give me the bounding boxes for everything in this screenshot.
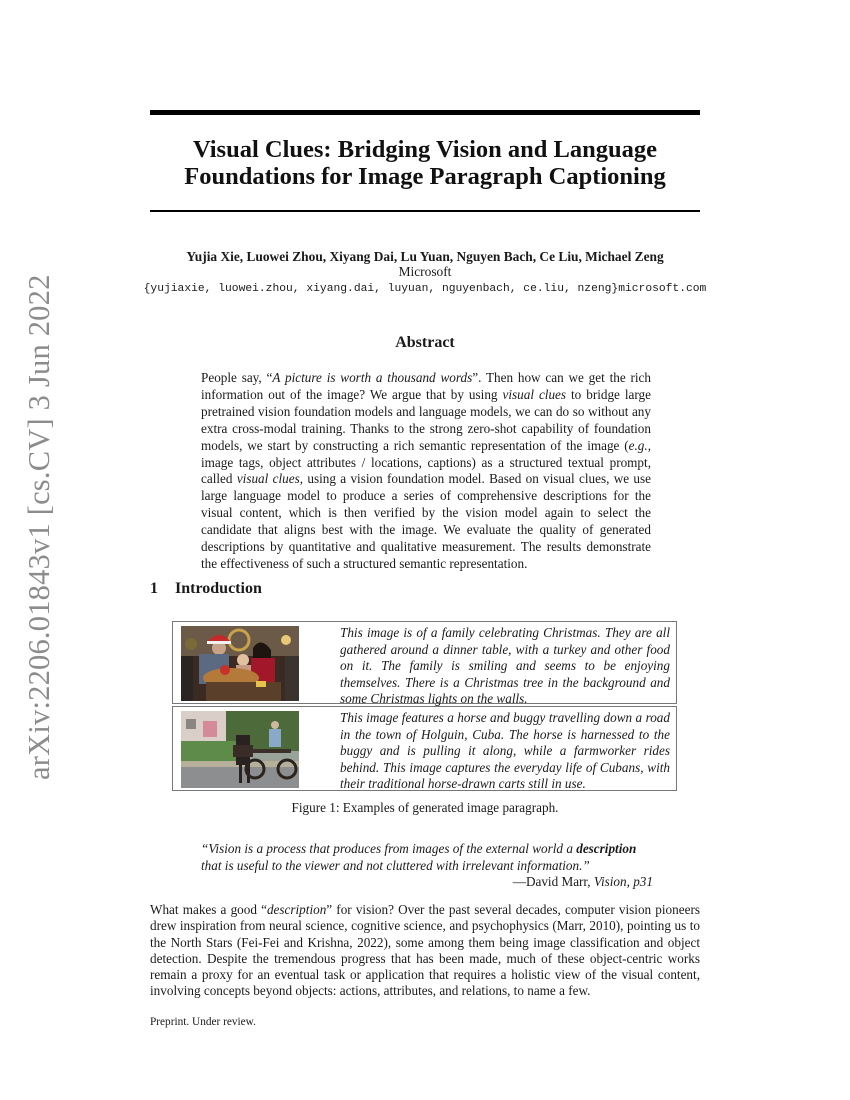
- quote-text: [201, 841, 653, 874]
- figure-example-christmas: [172, 621, 677, 707]
- author-list: Yujia Xie, Luowei Zhou, Xiyang Dai, Lu Yuan, Nguyen Bach, Ce Liu, Michael Zeng: [186, 249, 664, 264]
- title-top-rule: [150, 110, 700, 115]
- title-bottom-rule: [150, 210, 700, 212]
- horse-buggy-image: [181, 711, 299, 786]
- text-run: What makes a good “: [150, 902, 267, 917]
- section-heading-introduction: [150, 580, 262, 598]
- figure-caption: Figure 1: Examples of generated image paragraph.: [291, 800, 559, 815]
- emphasized-text: A picture is worth a thousand words: [272, 370, 473, 385]
- christmas-generated-paragraph: This image is of a family celebrating Christmas. They are all gathered around a dinner table, with a turkey and other food on it. The family is smiling and seems to be enjoying themselves. There is a Christmas tree in the background and some Christmas lights on the walls.: [340, 625, 670, 707]
- abstract-heading: Abstract: [395, 334, 455, 351]
- text-run: , image tags, object attributes / locations, captions) as a structured textual prompt, called: [201, 437, 651, 487]
- emphasized-text: visual clues: [236, 471, 300, 487]
- title-line-1: Visual Clues: Bridging Vision and Language: [192, 136, 658, 163]
- quote-open: “Vision is a process that produces from images of the external world a: [201, 841, 577, 856]
- section-title: Introduction: [175, 580, 262, 597]
- emphasized-text: description: [266, 902, 327, 917]
- paper-title: [150, 136, 700, 190]
- quote-attribution: [201, 874, 653, 891]
- quote-close: that is useful to the viewer and not cluttered with irrelevant information.”: [201, 857, 590, 873]
- text-run: ” for vision? Over the past several decades, computer vision pioneers drew inspiration from neural science, cognitive science, and psychophysics (Marr, 2010), pointing us to the North Stars (Fei-Fei and Krishna, 2022), some among them being image classification and object detection. Despite the tremendous progress that has been made, much of these object-centric works remain a proxy for an eventual task or application that requires a holistic view of the visual content, involving concepts beyond objects: actions, attributes, and relations, to name a few.: [150, 902, 700, 999]
- emphasized-text: e.g.: [628, 437, 648, 453]
- figure-example-horse-buggy: [172, 706, 677, 791]
- section-number: 1: [150, 580, 158, 597]
- text-run: ”. Then how can we get the rich information out of the image? We argue that by using: [201, 370, 652, 402]
- horse-buggy-generated-paragraph: This image features a horse and buggy travelling down a road in the town of Holguin, Cuba. The horse is harnessed to the buggy and is pulling it along, while a farmworker rides behind. This image captures the everyday life of Cubans, with their traditional horse-drawn carts still in use.: [340, 710, 670, 792]
- author-emails: {yujiaxie, luowei.zhou, xiyang.dai, luyuan, nguyenbach, ce.liu, nzeng}microsoft.com: [143, 283, 707, 295]
- preprint-footer: Preprint. Under review.: [150, 1016, 256, 1028]
- title-line-2: Foundations for Image Paragraph Captioning: [184, 163, 666, 190]
- affiliation: Microsoft: [398, 264, 452, 279]
- introduction-paragraph: [150, 902, 700, 1000]
- text-run: to bridge large pretrained vision foundation models and language models, we can do so without any extra cross-modal training. Thanks to the strong zero-shot capability of foundation models, we start by constructing a rich semantic representation of the image (: [201, 386, 651, 453]
- christmas-family-image: [181, 626, 299, 701]
- abstract-body: [201, 370, 651, 573]
- text-run: People say, “: [201, 370, 273, 385]
- quote-author: —David Marr,: [512, 874, 594, 889]
- quote-emphasis: description: [576, 841, 637, 856]
- epigraph-quote: [201, 841, 653, 891]
- emphasized-text: visual clues: [502, 386, 567, 402]
- arxiv-identifier-stamp: arXiv:2206.01843v1 [cs.CV] 3 Jun 2022: [22, 274, 56, 780]
- quote-source: Vision, p31: [593, 874, 653, 889]
- text-run: , using a vision foundation model. Based on visual clues, we use large language model to produce a series of comprehensive descriptions for the visual content, which is then verified by the vision model again to select the candidate that aligns best with the image. We evaluate the quality of generated descriptions by quantitative and qualitative measurement. The results demonstrate the effectiveness of such a structured semantic representation.: [201, 471, 651, 571]
